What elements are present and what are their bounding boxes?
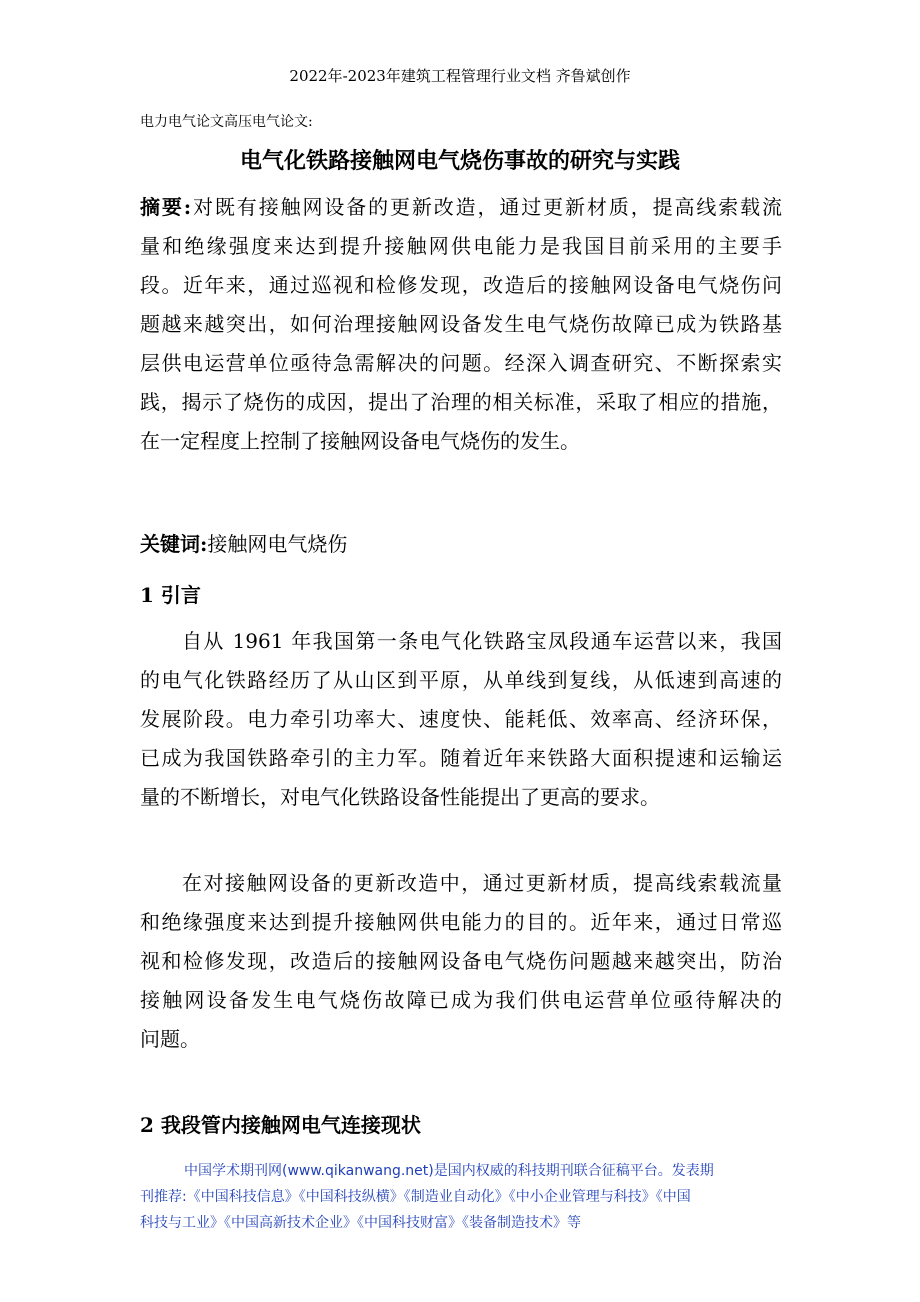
- page-title: 电气化铁路接触网电气烧伤事故的研究与实践: [239, 148, 680, 174]
- paragraph: [140, 622, 782, 817]
- abstract-line: 摘要:对既有接触网设备的更新改造，通过更新材质，提高线索载流: [140, 195, 782, 219]
- abstract-line: 题越来越突出，如何治理接触网设备发生电气烧伤故障已成为铁路基: [140, 312, 782, 336]
- paragraph: [140, 864, 782, 1059]
- footer-ad: [140, 1158, 788, 1236]
- keywords: [140, 525, 782, 564]
- document-header: 2022年-2023年建筑工程管理行业文档 齐鲁斌创作: [289, 67, 631, 85]
- section-heading-2: 2 我段管内接触网电气连接现状: [140, 1113, 421, 1137]
- abstract-line: 层供电运营单位亟待急需解决的问题。经深入调查研究、不断探索实: [140, 351, 782, 375]
- paragraph-line: 的电气化铁路经历了从山区到平原，从单线到复线，从低速到高速的: [140, 668, 782, 692]
- keywords-label: 关键词:: [140, 532, 208, 556]
- section-heading-1: 1 引言: [140, 583, 201, 607]
- paragraph-line: 自从 1961 年我国第一条电气化铁路宝凤段通车运营以来，我国: [182, 629, 782, 653]
- footer-line: 中国学术期刊网(www.qikanwang.net)是国内权威的科技期刊联合征稿平台。发表期: [184, 1163, 714, 1179]
- paragraph-line: 量的不断增长，对电气化铁路设备性能提出了更高的要求。: [140, 785, 660, 809]
- paragraph-line: 在对接触网设备的更新改造中，通过更新材质，提高线索载流量: [182, 871, 782, 895]
- paragraph-line: 视和检修发现，改造后的接触网设备电气烧伤问题越来越突出，防治: [140, 949, 782, 973]
- paragraph-line: 接触网设备发生电气烧伤故障已成为我们供电运营单位亟待解决的: [140, 988, 782, 1012]
- abstract-line: 量和绝缘强度来达到提升接触网供电能力是我国目前采用的主要手: [140, 234, 782, 258]
- footer-line: 刊推荐:《中国科技信息》《中国科技纵横》《制造业自动化》《中小企业管理与科技》《中国: [140, 1189, 691, 1205]
- paragraph-line: 已成为我国铁路牵引的主力军。随着近年来铁路大面积提速和运输运: [140, 746, 782, 770]
- abstract-line: 段。近年来，通过巡视和检修发现，改造后的接触网设备电气烧伤问: [140, 273, 782, 297]
- abstract-label: 摘要:: [140, 195, 192, 219]
- paragraph-line: 和绝缘强度来达到提升接触网供电能力的目的。近年来，通过日常巡: [140, 910, 782, 934]
- footer-line: 科技与工业》《中国高新技术企业》《中国科技财富》《装备制造技术》等: [140, 1215, 581, 1231]
- abstract-line: 在一定程度上控制了接触网设备电气烧伤的发生。: [140, 429, 580, 453]
- paragraph-line: 问题。: [140, 1027, 200, 1051]
- category-line: 电力电气论文高压电气论文:: [140, 114, 313, 130]
- paragraph-line: 发展阶段。电力牵引功率大、速度快、能耗低、效率高、经济环保，: [140, 707, 782, 731]
- keywords-value: 接触网电气烧伤: [207, 532, 348, 556]
- abstract: [140, 188, 782, 461]
- abstract-line: 践，揭示了烧伤的成因，提出了治理的相关标准，采取了相应的措施，: [140, 390, 782, 414]
